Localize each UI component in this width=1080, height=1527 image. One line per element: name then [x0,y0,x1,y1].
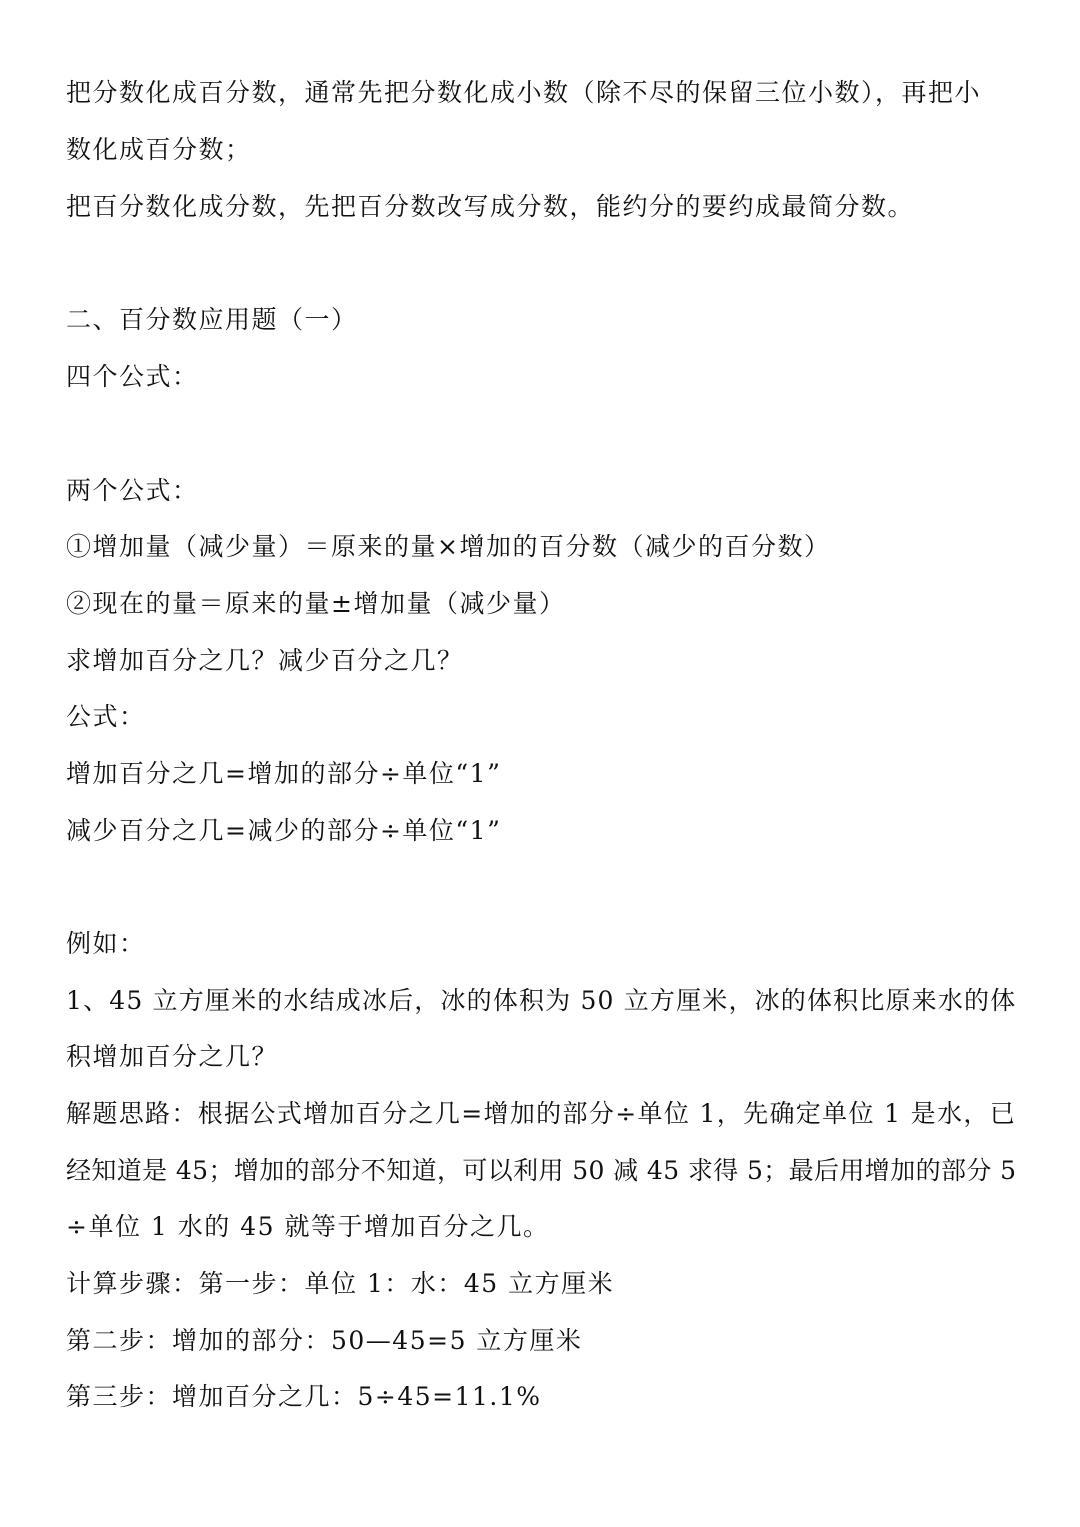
formula-increase: 增加百分之几=增加的部分÷单位“1” [66,759,502,788]
text-line-9: 求增加百分之几？减少百分之几？ [66,646,464,675]
text-line-1: 把分数化成百分数，通常先把分数化成小数（除不尽的保留三位小数），再把小 [66,78,982,107]
example-question-line-2: 积增加百分之几？ [66,1042,279,1071]
step-3: 第三步：增加百分之几：5÷45=11.1% [66,1382,542,1411]
solution-idea-line-3: ÷单位 1 水的 45 就等于增加百分之几。 [66,1212,550,1241]
formula-1: ①增加量（减少量）＝原来的量×增加的百分数（减少的百分数） [66,532,831,561]
example-label: 例如： [66,929,146,958]
solution-idea-line-1: 解题思路：根据公式增加百分之几=增加的部分÷单位 1，先确定单位 1 是水，已 [66,1099,1017,1128]
document-page [66,0,1026,1527]
text-line-5: 四个公式： [66,362,199,391]
step-2: 第二步：增加的部分：50—45=5 立方厘米 [66,1326,583,1355]
formula-decrease: 减少百分之几=减少的部分÷单位“1” [66,816,502,845]
section-heading: 二、百分数应用题（一） [66,305,358,334]
example-question-line-1: 1、45 立方厘米的水结成冰后，冰的体积为 50 立方厘米，冰的体积比原来水的体 [66,986,1017,1015]
text-line-10: 公式： [66,702,146,731]
text-line-2: 数化成百分数； [66,135,252,164]
formula-2: ②现在的量＝原来的量±增加量（减少量） [66,589,566,618]
step-1: 计算步骤：第一步：单位 1：水：45 立方厘米 [66,1269,615,1298]
text-line-3: 把百分数化成分数，先把百分数改写成分数，能约分的要约成最简分数。 [66,192,915,221]
solution-idea-line-2: 经知道是 45；增加的部分不知道，可以利用 50 减 45 求得 5；最后用增加的部分 5 [66,1156,1017,1185]
text-line-6: 两个公式： [66,476,199,505]
